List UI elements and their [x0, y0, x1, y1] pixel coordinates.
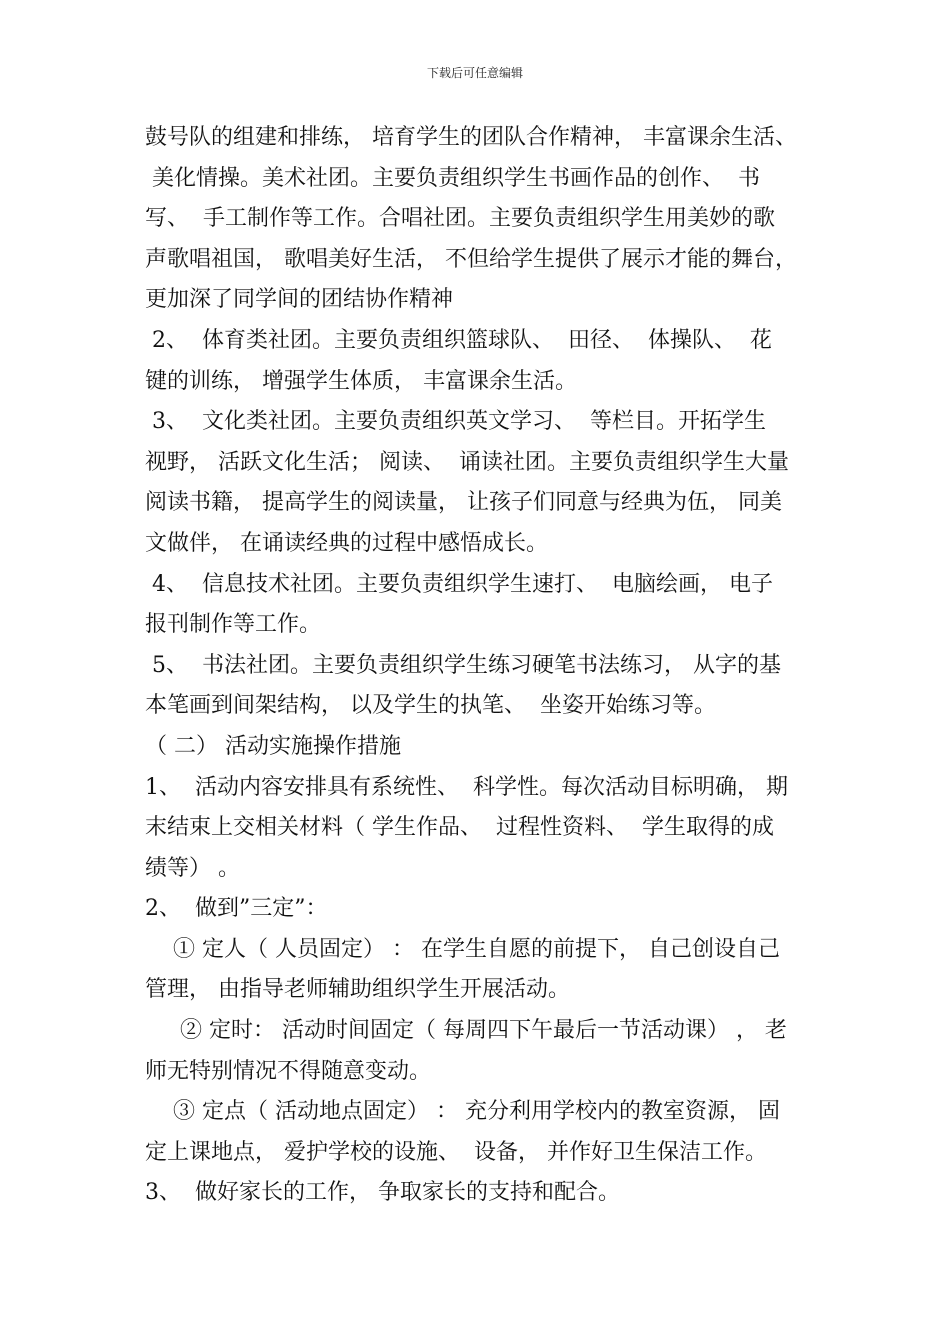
text-line: 鼓号队的组建和排练， 培育学生的团队合作精神， 丰富课余生活、: [145, 125, 797, 150]
text-line: ② 定时： 活动时间固定（ 每周四下午最后一节活动课） ， 老: [145, 1018, 787, 1044]
text-line: 声歌唱祖国， 歌唱美好生活， 不但给学生提供了展示才能的舞台，: [145, 246, 797, 272]
section-heading: （ 二） 活动实施操作措施: [145, 733, 401, 759]
text-line: 管理， 由指导老师辅助组织学生开展活动。: [145, 977, 570, 1003]
text-line: 末结束上交相关材料（ 学生作品、 过程性资料、 学生取得的成: [145, 815, 774, 841]
text-line: 1、 活动内容安排具有系统性、 科学性。每次活动目标明确， 期: [145, 774, 788, 800]
text-line: 绩等） 。: [145, 855, 240, 881]
text-line: ③ 定点（ 活动地点固定） ： 充分利用学校内的教室资源， 固: [145, 1099, 780, 1125]
text-line: 阅读书籍， 提高学生的阅读量， 让孩子们同意与经典为伍， 同美: [145, 490, 782, 516]
text-line: 键的训练， 增强学生体质， 丰富课余生活。: [145, 368, 577, 394]
text-line: 师无特别情况不得随意变动。: [145, 1058, 432, 1084]
text-line: 3、 文化类社团。主要负责组织英文学习、 等栏目。开拓学生: [145, 409, 766, 435]
page-header: 下载后可任意编辑: [426, 66, 523, 80]
text-line: 4、 信息技术社团。主要负责组织学生速打、 电脑绘画， 电子: [145, 571, 773, 597]
text-line: 2、 做到”三定”：: [145, 896, 328, 922]
text-line: 定上课地点， 爱护学校的设施、 设备， 并作好卫生保洁工作。: [145, 1139, 767, 1165]
text-line: 文做伴， 在诵读经典的过程中感悟成长。: [145, 530, 548, 556]
text-line: 更加深了同学间的团结协作精神: [145, 287, 454, 313]
text-line: 2、 体育类社团。主要负责组织篮球队、 田径、 体操队、 花: [145, 327, 772, 353]
text-line: 5、 书法社团。主要负责组织学生练习硬笔书法练习， 从字的基: [145, 652, 781, 678]
text-line: 美化情操。美术社团。主要负责组织学生书画作品的创作、 书: [145, 165, 760, 191]
text-line: 本笔画到间架结构， 以及学生的执笔、 坐姿开始练习等。: [145, 693, 716, 719]
text-line: 报刊制作等工作。: [145, 612, 322, 638]
text-line: 写、 手工制作等工作。合唱社团。主要负责组织学生用美妙的歌: [145, 206, 775, 232]
text-line: ① 定人（ 人员固定） ： 在学生自愿的前提下， 自己创设自己: [145, 936, 780, 962]
text-line: 视野， 活跃文化生活； 阅读、 诵读社团。主要负责组织学生大量: [145, 449, 789, 475]
document-body: [145, 118, 815, 1214]
text-line: 3、 做好家长的工作， 争取家长的支持和配合。: [145, 1180, 620, 1206]
